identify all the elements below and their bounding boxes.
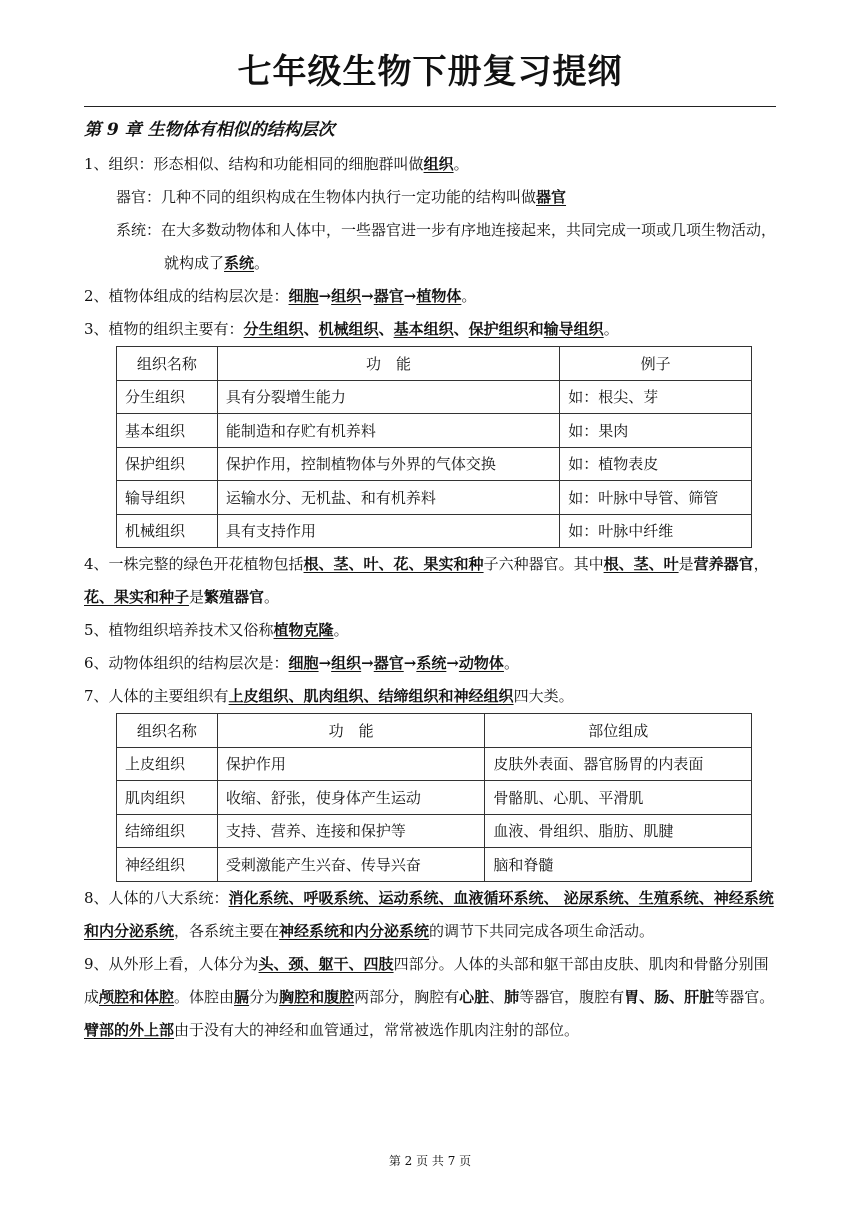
table-row: 神经组织 受刺激能产生兴奋、传导兴奋 脑和脊髓 [117,848,752,882]
table-header-row [117,347,752,381]
item-1-system: 系统：在大多数动物体和人体中，一些器官进一步有序地连接起来，共同完成一项或几项生物活动，就构成了系统。 [116,221,777,272]
page-footer: 第 2 页 共 7 页 [388,1154,472,1168]
table-row: 肌肉组织 收缩、舒张，使身体产生运动 骨骼肌、心肌、平滑肌 [117,781,752,815]
table-row: 机械组织 具有支持作用 如：叶脉中纤维 [117,514,752,548]
table-header-cell: 功 能 [217,714,485,748]
item-7-human-tissues: 7、人体的主要组织有上皮组织、肌肉组织、结缔组织和神经组织四大类。 [84,687,574,705]
table-row: 保护组织 保护作用，控制植物体与外界的气体交换 如：植物表皮 [117,447,752,481]
item-8-human-systems: 8、人体的八大系统：消化系统、呼吸系统、运动系统、血液循环系统、 泌尿系统、生殖系统、神经系统和内分泌系统，各系统主要在神经系统和内分泌系统的调节下共同完成各项生命活动。 [84,888,774,940]
table-row: 分生组织 具有分裂增生能力 如：根尖、芽 [117,380,752,414]
item-6-animal-levels: 6、动物体组织的结构层次是：细胞→组织→器官→系统→动物体。 [84,654,519,672]
item-2-plant-levels: 2、植物体组成的结构层次是：细胞→组织→器官→植物体。 [84,287,477,305]
table-row: 上皮组织 保护作用 皮肤外表面、器官肠胃的内表面 [117,747,752,781]
table-row: 输导组织 运输水分、无机盐、和有机养料 如：叶脉中导管、筛管 [117,481,752,515]
human-tissue-table [116,713,752,882]
item-4-plant-organs: 4、一株完整的绿色开花植物包括根、茎、叶、花、果实和种子六种器官。其中根、茎、叶是营养器官，花、果实和种子是繁殖器官。 [84,555,769,606]
title-divider [84,106,776,107]
table-header-cell: 例子 [560,347,752,381]
item-9-body-parts: 9、从外形上看，人体分为头、颈、躯干、四肢四部分。人体的头部和躯干部由皮肤、肌肉和骨骼分别围成颅腔和体腔。体腔由膈分为胸腔和腹腔两部分，胸腔有心脏、肺等器官，腹腔有胃、肠、肝脏等器官。臂部的外上部由于没有大的神经和血管通过，常常被选作肌肉注射的部位。 [84,954,775,1039]
table-header-cell: 功 能 [217,347,559,381]
table-header-cell: 组织名称 [117,714,218,748]
item-1-organ: 器官：几种不同的组织构成在生物体内执行一定功能的结构叫做器官 [116,188,567,206]
page-title: 七年级生物下册复习提纲 [237,52,623,92]
item-5-tissue-culture: 5、植物组织培养技术又俗称植物克隆。 [84,621,349,639]
table-header-row [117,714,752,748]
table-header-cell: 组织名称 [117,347,218,381]
table-row: 基本组织 能制造和存贮有机养料 如：果肉 [117,414,752,448]
table-row: 结缔组织 支持、营养、连接和保护等 血液、骨组织、脂肪、肌腱 [117,814,752,848]
plant-tissue-table [116,346,752,548]
content [84,112,776,1047]
table-header-cell: 部位组成 [485,714,752,748]
chapter-heading: 第 9 章 生物体有相似的结构层次 [84,120,335,140]
item-1-tissue: 1、组织：形态相似、结构和功能相同的细胞群叫做组织。 [84,155,469,173]
item-3-plant-tissues: 3、植物的组织主要有：分生组织、机械组织、基本组织、保护组织和输导组织。 [84,320,619,338]
